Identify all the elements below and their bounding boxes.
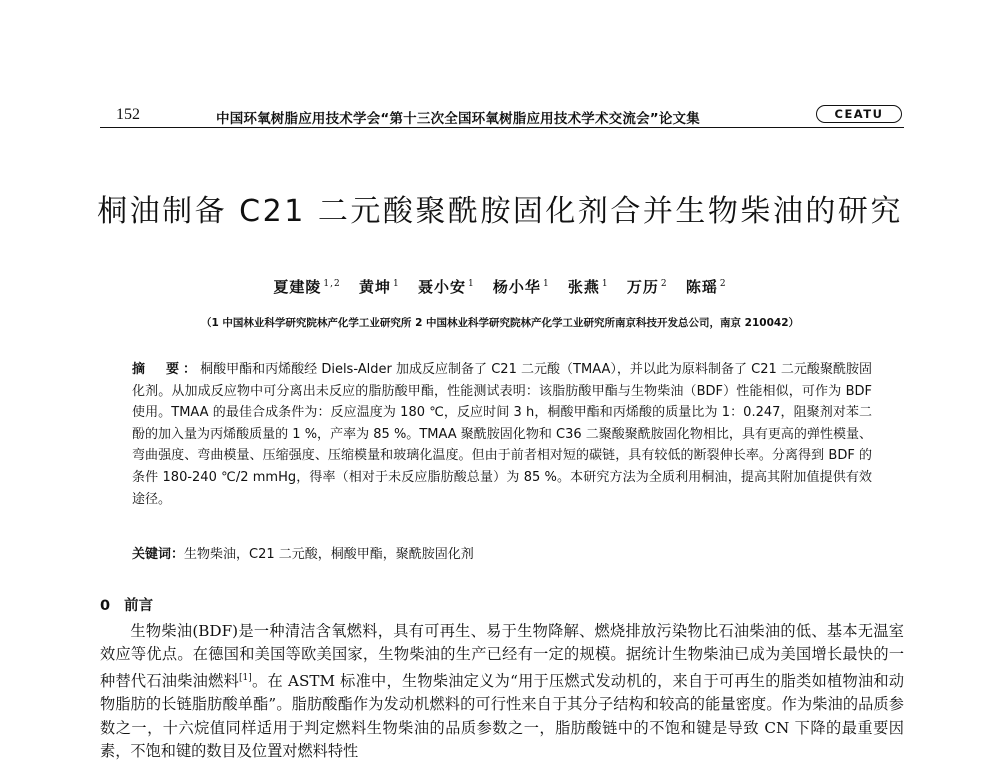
body-text-part: 。在 ASTM 标准中，生物柴油定义为“用于压燃式发动机的，来自于可再生的脂类如植物油和动物脂肪的长链脂肪酸单酯”。脂肪酸酯作为发动机燃料的可行性来自于其分子结构和较高的能量密度。作为柴油的品质参数之一，十六烷值同样适用于判定燃料生物柴油的品质参数之一，脂肪酸链中的不饱和键是导致 CN 下降的最重要因素，不饱和键的数目及位置对燃料特性 (100, 671, 905, 761)
citation-ref[interactable]: [1] (239, 672, 252, 683)
author: 杨小华 $^1$ (492, 278, 550, 296)
section-number: 0 (100, 598, 111, 614)
author: 夏建陵 $^{1,2}$ (273, 278, 341, 296)
body-paragraph (100, 620, 904, 764)
body-text-part: 生物柴油(BDF)是一种清洁含氧燃料，具有可再生、易于生物降解、燃烧排放污染物比石油柴油的低、基本无温室效应等优点。在德国和美国等欧美国家，生物柴油的生产已经有一定的规模。据统计生物柴油已成为美国增长最快的一种替代石油柴油燃料 (100, 622, 904, 690)
keywords-text: 生物柴油，C21 二元酸，桐酸甲酯，聚酰胺固化剂 (184, 547, 474, 562)
abstract (132, 359, 872, 510)
abstract-label: 摘 要： (132, 362, 201, 377)
section-heading (100, 594, 153, 615)
author: 黄坤 $^1$ (358, 278, 400, 296)
ceatu-logo: CEATU (816, 105, 902, 123)
author: 陈瑶 $^2$ (685, 278, 727, 296)
running-header (100, 104, 904, 126)
header-rule (100, 127, 904, 128)
author: 聂小安 $^1$ (417, 278, 475, 296)
section-title: 前言 (124, 598, 154, 614)
page-number: 152 (116, 106, 140, 123)
affiliation: （1 中国林业科学研究院林产化学工业研究所 2 中国林业科学研究院林产化学工业研究所南京科技开发总公司，南京 210042） (200, 317, 800, 329)
author: 张燕 $^1$ (567, 278, 609, 296)
journal-title: 中国环氧树脂应用技术学会“第十三次全国环氧树脂应用技术学术交流会”论文集 (216, 111, 700, 127)
abstract-text: 桐酸甲酯和丙烯酸经 Diels-Alder 加成反应制备了 C21 二元酸（TMAA），并以此为原料制备了 C21 二元酸聚酰胺固化剂。从加成反应物中可分离出未反应的脂肪酸甲酯，性能测试表明：该脂肪酸甲酯与生物柴油（BDF）性能相似，可作为 BDF 使用。TMAA 的最佳合成条件为：反应温度为 180 ℃，反应时间 3 h，桐酸甲酯和丙烯酸的质量比为 1：0.247，阻聚剂对苯二酚的加入量为丙烯酸质量的 1 %，产率为 85 %。TMAA 聚酰胺固化物和 C36 二聚酸聚酰胺固化物相比，具有更高的弹性模量、弯曲强度、弯曲模量、压缩强度、压缩模量和玻璃化温度。但由于前者相对短的碳链，具有较低的断裂伸长率。分离得到 BDF 的条件 180-240 ℃/2 mmHg，得率（相对于未反应脂肪酸总量）为 85 %。本研究方法为全质利用桐油，提高其附加值提供有效途径。 (132, 362, 872, 507)
paper-title: 桐油制备 C21 二元酸聚酰胺固化剂合并生物柴油的研究 (97, 194, 903, 229)
keywords-label: 关键词： (132, 547, 185, 562)
author: 万历 $^2$ (626, 278, 668, 296)
keywords (132, 543, 872, 562)
author-list (0, 276, 1000, 297)
